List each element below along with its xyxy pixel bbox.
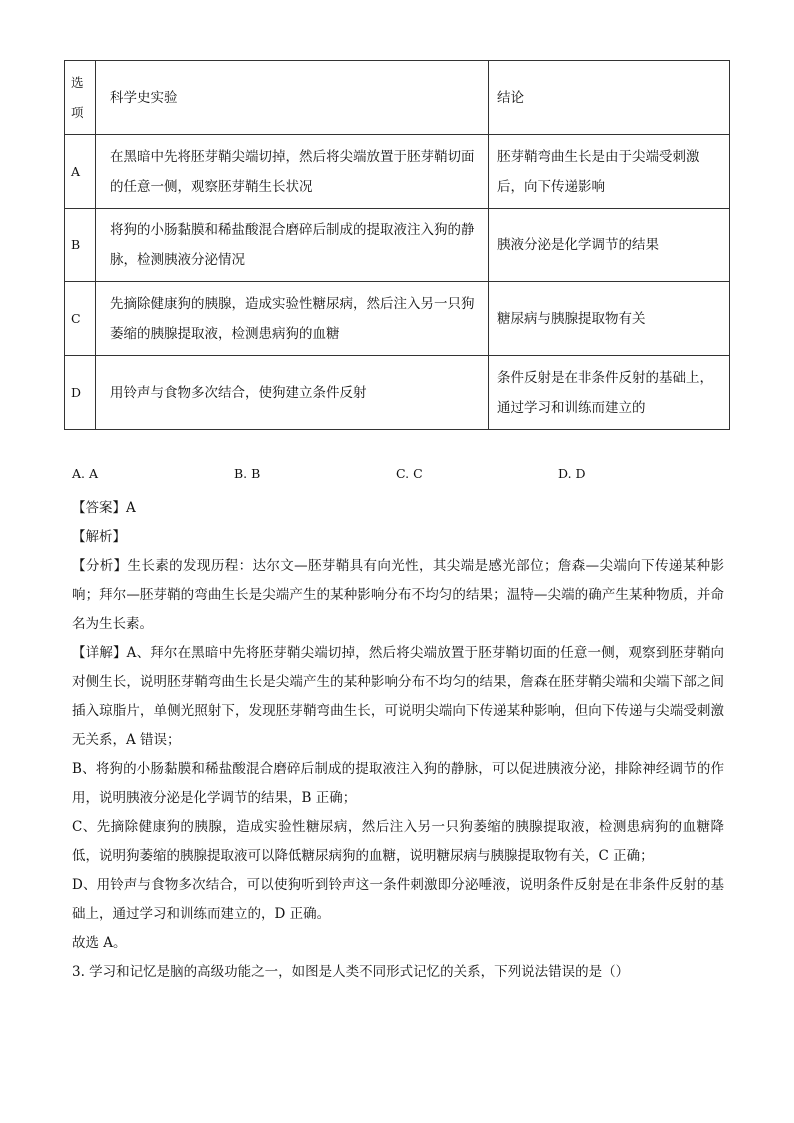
- table-row: [65, 135, 730, 209]
- header-option: 选项: [65, 61, 96, 135]
- choice-a: A. A: [72, 466, 99, 481]
- answer-line: [72, 494, 724, 523]
- row-option: A: [65, 135, 96, 209]
- row-conclusion: 胰液分泌是化学调节的结果: [489, 209, 730, 282]
- row-experiment: 将狗的小肠黏膜和稀盐酸混合磨碎后制成的提取液注入狗的静脉，检测胰液分泌情况: [96, 209, 489, 282]
- question-3-stem: 3. 学习和记忆是脑的高级功能之一，如图是人类不同形式记忆的关系，下列说法错误的是（）: [72, 964, 630, 980]
- analysis-heading: 【解析】: [72, 529, 126, 545]
- header-experiment: 科学史实验: [96, 61, 489, 135]
- table-row: [65, 356, 730, 430]
- paragraph-detail-b: B、将狗的小肠黏膜和稀盐酸混合磨碎后制成的提取液注入狗的静脉，可以促进胰液分泌，排除神经调节的作用，说明胰液分泌是化学调节的结果，B 正确；: [72, 761, 724, 806]
- paragraph-detail-c: C、先摘除健康狗的胰腺，造成实验性糖尿病，然后注入另一只狗萎缩的胰腺提取液，检测患病狗的血糖降低，说明狗萎缩的胰腺提取液可以降低糖尿病狗的血糖，说明糖尿病与胰腺提取物有关，C 正确；: [72, 819, 724, 864]
- row-experiment: 用铃声与食物多次结合，使狗建立条件反射: [96, 356, 489, 430]
- row-conclusion: 糖尿病与胰腺提取物有关: [489, 282, 730, 356]
- answer-tag: 【答案】: [72, 500, 126, 516]
- solution-text: [72, 494, 724, 987]
- table-row: [65, 209, 730, 282]
- paragraph-tag: 【分析】: [72, 558, 128, 574]
- row-experiment: 在黑暗中先将胚芽鞘尖端切掉，然后将尖端放置于胚芽鞘切面的任意一侧，观察胚芽鞘生长状况: [96, 135, 489, 209]
- paragraph-body: 生长素的发现历程：达尔文—胚芽鞘具有向光性，其尖端是感光部位；詹森—尖端向下传递某种影响；拜尔—胚芽鞘的弯曲生长是尖端产生的某种影响分布不均匀的结果；温特—尖端的确产生某种物质，并命名为生长素。: [72, 558, 725, 632]
- header-conclusion: 结论: [489, 61, 730, 135]
- paragraph-tag: 【详解】: [72, 645, 127, 661]
- paragraph-conclusion: 故选 A。: [72, 935, 127, 951]
- choice-c: C. C: [396, 466, 423, 481]
- answer-value: A: [126, 500, 136, 516]
- row-conclusion: 条件反射是在非条件反射的基础上，通过学习和训练而建立的: [489, 356, 730, 430]
- row-option: B: [65, 209, 96, 282]
- row-option: D: [65, 356, 96, 430]
- table-header-row: [65, 61, 730, 135]
- paragraph-analysis: [72, 552, 724, 639]
- paragraph-detail-d: D、用铃声与食物多次结合，可以使狗听到铃声这一条件刺激即分泌唾液，说明条件反射是在非条件反射的基础上，通过学习和训练而建立的，D 正确。: [72, 877, 724, 922]
- question-table: [64, 60, 730, 430]
- choice-b: B. B: [234, 466, 261, 481]
- paragraph-body: A、拜尔在黑暗中先将胚芽鞘尖端切掉，然后将尖端放置于胚芽鞘切面的任意一侧，观察到胚芽鞘向对侧生长，说明胚芽鞘弯曲生长是尖端产生的某种影响分布不均匀的结果，詹森在胚芽鞘尖端和尖端下部之间插入琼脂片，单侧光照射下，发现胚芽鞘弯曲生长，可说明尖端向下传递某种影响，但向下传递与尖端受刺激无关系，A 错误；: [72, 645, 725, 748]
- row-conclusion: 胚芽鞘弯曲生长是由于尖端受刺激后，向下传递影响: [489, 135, 730, 209]
- table-row: [65, 282, 730, 356]
- paragraph-detail-a: [72, 639, 724, 755]
- row-experiment: 先摘除健康狗的胰腺，造成实验性糖尿病，然后注入另一只狗萎缩的胰腺提取液，检测患病狗的血糖: [96, 282, 489, 356]
- choice-d: D. D: [558, 466, 586, 481]
- row-option: C: [65, 282, 96, 356]
